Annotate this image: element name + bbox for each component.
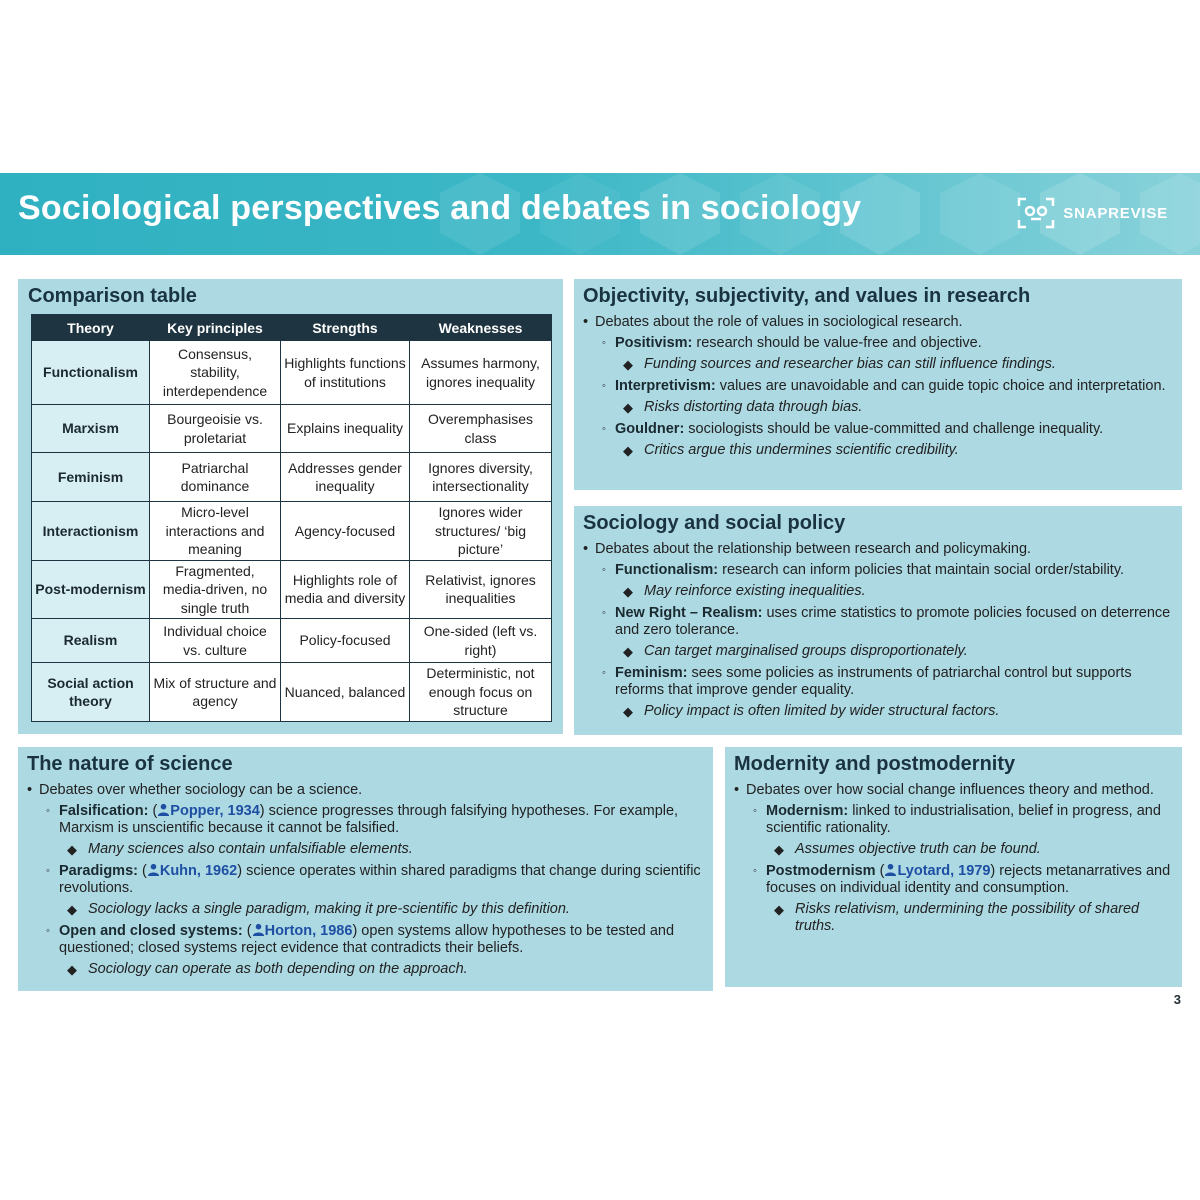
person-icon bbox=[147, 863, 160, 876]
strengths-cell: Policy-focused bbox=[281, 619, 410, 663]
page-number: 3 bbox=[1173, 992, 1181, 1007]
column-header: Theory bbox=[32, 315, 150, 341]
note-item bbox=[583, 399, 1173, 416]
item-note: Many sciences also contain unfalsifiable elements. bbox=[88, 841, 413, 857]
sub-bullet: ◦ bbox=[46, 865, 50, 877]
list-item: • Debates about the role of values in sociological research. bbox=[583, 314, 1173, 331]
brand bbox=[1017, 197, 1168, 229]
science-panel bbox=[18, 747, 713, 991]
note-item bbox=[27, 901, 704, 918]
theory-cell: Functionalism bbox=[32, 341, 150, 405]
strengths-cell: Nuanced, balanced bbox=[281, 663, 410, 722]
theory-cell: Interactionism bbox=[32, 502, 150, 561]
note-item bbox=[734, 901, 1173, 935]
sub-bullet: ◦ bbox=[602, 337, 606, 349]
item-term: Feminism: bbox=[615, 665, 688, 681]
item-text: linked to industrialisation, belief in progress, and scientific rationality. bbox=[766, 803, 1161, 836]
item-text: sees some policies as instruments of patriarchal control but supports reforms that improve gender equality. bbox=[615, 665, 1132, 698]
note-item bbox=[583, 643, 1173, 660]
snaprevise-logo-icon bbox=[1017, 197, 1055, 229]
diamond-bullet-icon: ◆ bbox=[774, 902, 784, 917]
diamond-bullet-icon: ◆ bbox=[623, 400, 633, 415]
citation: Lyotard, 1979 bbox=[897, 863, 991, 879]
cite-close: ) bbox=[259, 803, 265, 819]
objectivity-heading: Objectivity, subjectivity, and values in research bbox=[583, 285, 1031, 307]
item-term: Interpretivism: bbox=[615, 378, 716, 394]
theory-cell: Marxism bbox=[32, 405, 150, 453]
sub-bullet: ◦ bbox=[602, 667, 606, 679]
diamond-bullet-icon: ◆ bbox=[623, 357, 633, 372]
column-header: Strengths bbox=[281, 315, 410, 341]
cite-open: ( bbox=[137, 863, 147, 879]
sub-bullet: ◦ bbox=[753, 865, 757, 877]
objectivity-panel bbox=[574, 279, 1182, 490]
comparison-heading: Comparison table bbox=[28, 285, 197, 307]
theory-cell: Realism bbox=[32, 619, 150, 663]
comparison-panel bbox=[18, 279, 563, 734]
modernity-list bbox=[734, 782, 1173, 935]
principles-cell: Mix of structure and agency bbox=[150, 663, 281, 722]
comparison-table bbox=[31, 314, 552, 722]
item-note: Sociology can operate as both depending on the approach. bbox=[88, 961, 468, 977]
theory-cell: Feminism bbox=[32, 453, 150, 502]
item-term: Paradigms: bbox=[59, 863, 138, 879]
citation: Horton, 1986 bbox=[264, 923, 353, 939]
diamond-bullet-icon: ◆ bbox=[623, 443, 633, 458]
item-text: research can inform policies that maintain social order/stability. bbox=[718, 562, 1125, 578]
item-term: Functionalism: bbox=[615, 562, 719, 578]
list-item bbox=[27, 863, 704, 897]
theory-cell: Post-modernism bbox=[32, 560, 150, 619]
item-term: New Right – Realism: bbox=[615, 605, 763, 621]
weaknesses-cell: Ignores diversity, intersectionality bbox=[410, 453, 552, 502]
citation: Popper, 1934 bbox=[170, 803, 260, 819]
principles-cell: Bourgeoisie vs. proletariat bbox=[150, 405, 281, 453]
note-item bbox=[583, 356, 1173, 373]
item-term: Modernism: bbox=[766, 803, 849, 819]
strengths-cell: Explains inequality bbox=[281, 405, 410, 453]
item-note: Funding sources and researcher bias can still influence findings. bbox=[644, 356, 1056, 372]
item-note: Assumes objective truth can be found. bbox=[795, 841, 1041, 857]
list-item bbox=[583, 665, 1173, 699]
table-row bbox=[32, 405, 552, 453]
weaknesses-cell: One-sided (left vs. right) bbox=[410, 619, 552, 663]
diamond-bullet-icon: ◆ bbox=[774, 842, 784, 857]
theory-cell: Social action theory bbox=[32, 663, 150, 722]
sub-bullet: ◦ bbox=[602, 423, 606, 435]
list-item bbox=[583, 562, 1173, 579]
sub-bullet: ◦ bbox=[602, 564, 606, 576]
item-note: Can target marginalised groups disproportionately. bbox=[644, 643, 968, 659]
list-item bbox=[583, 421, 1173, 438]
table-row bbox=[32, 453, 552, 502]
cite-close: ) bbox=[237, 863, 243, 879]
person-icon bbox=[252, 923, 265, 936]
cite-open: ( bbox=[148, 803, 158, 819]
social-policy-list bbox=[583, 541, 1173, 720]
note-item bbox=[27, 841, 704, 858]
principles-cell: Fragmented, media-driven, no single truth bbox=[150, 560, 281, 619]
principles-cell: Patriarchal dominance bbox=[150, 453, 281, 502]
item-text: research should be value-free and objective. bbox=[692, 335, 982, 351]
item-text: rejects metanarratives and focuses on individual identity and consumption. bbox=[766, 863, 1171, 896]
list-item: • Debates over how social change influences theory and method. bbox=[734, 782, 1173, 799]
weaknesses-cell: Relativist, ignores inequalities bbox=[410, 560, 552, 619]
sub-bullet: ◦ bbox=[602, 607, 606, 619]
item-text: uses crime statistics to promote policies focused on deterrence and zero tolerance. bbox=[615, 605, 1171, 638]
principles-cell: Consensus, stability, interdependence bbox=[150, 341, 281, 405]
weaknesses-cell: Deterministic, not enough focus on structure bbox=[410, 663, 552, 722]
science-heading: The nature of science bbox=[27, 753, 233, 775]
strengths-cell: Agency-focused bbox=[281, 502, 410, 561]
science-list bbox=[27, 782, 704, 978]
principles-cell: Individual choice vs. culture bbox=[150, 619, 281, 663]
item-note: Sociology lacks a single paradigm, making it pre-scientific by this definition. bbox=[88, 901, 570, 917]
citation: Kuhn, 1962 bbox=[159, 863, 238, 879]
item-term: Open and closed systems: bbox=[59, 923, 243, 939]
principles-cell: Micro-level interactions and meaning bbox=[150, 502, 281, 561]
table-row bbox=[32, 619, 552, 663]
objectivity-list bbox=[583, 314, 1173, 459]
strengths-cell: Highlights functions of institutions bbox=[281, 341, 410, 405]
item-text: open systems allow hypotheses to be tested and questioned; closed systems reject evidence that contradicts their beliefs. bbox=[59, 923, 675, 956]
modernity-heading: Modernity and postmodernity bbox=[734, 753, 1016, 775]
strengths-cell: Addresses gender inequality bbox=[281, 453, 410, 502]
weaknesses-cell: Overemphasises class bbox=[410, 405, 552, 453]
table-row bbox=[32, 502, 552, 561]
diamond-bullet-icon: ◆ bbox=[623, 704, 633, 719]
table-row bbox=[32, 663, 552, 722]
note-item bbox=[27, 961, 704, 978]
item-note: Risks distorting data through bias. bbox=[644, 399, 863, 415]
item-text: sociologists should be value-committed and challenge inequality. bbox=[684, 421, 1104, 437]
table-header-row bbox=[32, 315, 552, 341]
column-header: Weaknesses bbox=[410, 315, 552, 341]
diamond-bullet-icon: ◆ bbox=[67, 842, 77, 857]
column-header: Key principles bbox=[150, 315, 281, 341]
diamond-bullet-icon: ◆ bbox=[67, 902, 77, 917]
note-item bbox=[583, 583, 1173, 600]
brand-name: SNAPREVISE bbox=[1063, 204, 1168, 222]
social-policy-heading: Sociology and social policy bbox=[583, 512, 846, 534]
sub-bullet: ◦ bbox=[46, 925, 50, 937]
modernity-panel bbox=[725, 747, 1182, 987]
note-item bbox=[734, 841, 1173, 858]
sub-bullet: ◦ bbox=[46, 805, 50, 817]
list-item: • Debates about the relationship between research and policymaking. bbox=[583, 541, 1173, 558]
list-item bbox=[734, 863, 1173, 897]
item-note: Critics argue this undermines scientific credibility. bbox=[644, 442, 959, 458]
sub-bullet: ◦ bbox=[602, 380, 606, 392]
item-term: Falsification: bbox=[59, 803, 149, 819]
item-note: Policy impact is often limited by wider structural factors. bbox=[644, 703, 1000, 719]
note-item bbox=[583, 442, 1173, 459]
list-item bbox=[583, 605, 1173, 639]
item-note: May reinforce existing inequalities. bbox=[644, 583, 866, 599]
note-item bbox=[583, 703, 1173, 720]
item-term: Gouldner: bbox=[615, 421, 685, 437]
person-icon bbox=[884, 863, 897, 876]
diamond-bullet-icon: ◆ bbox=[67, 962, 77, 977]
weaknesses-cell: Assumes harmony, ignores inequality bbox=[410, 341, 552, 405]
item-text: science progresses through falsifying hypotheses. For example, Marxism is unscientific because it cannot be falsified. bbox=[59, 803, 679, 836]
strengths-cell: Highlights role of media and diversity bbox=[281, 560, 410, 619]
item-text: values are unavoidable and can guide topic choice and interpretation. bbox=[715, 378, 1166, 394]
cite-open: ( bbox=[875, 863, 885, 879]
cite-close: ) bbox=[990, 863, 996, 879]
weaknesses-cell: Ignores wider structures/ ‘big picture’ bbox=[410, 502, 552, 561]
cite-open: ( bbox=[242, 923, 252, 939]
list-item bbox=[583, 335, 1173, 352]
item-term: Postmodernism bbox=[766, 863, 876, 879]
cite-close: ) bbox=[352, 923, 358, 939]
table-row bbox=[32, 560, 552, 619]
list-item: • Debates over whether sociology can be a science. bbox=[27, 782, 704, 799]
list-item bbox=[27, 923, 704, 957]
diamond-bullet-icon: ◆ bbox=[623, 644, 633, 659]
list-item bbox=[27, 803, 704, 837]
social-policy-panel bbox=[574, 506, 1182, 735]
table-row bbox=[32, 341, 552, 405]
item-text: science operates within shared paradigms that change during scientific revolutions. bbox=[59, 863, 701, 896]
person-icon bbox=[157, 803, 170, 816]
page-title: Sociological perspectives and debates in sociology bbox=[18, 189, 862, 227]
list-item bbox=[734, 803, 1173, 837]
sub-bullet: ◦ bbox=[753, 805, 757, 817]
header-banner bbox=[0, 173, 1200, 255]
item-note: Risks relativism, undermining the possibility of shared truths. bbox=[795, 901, 1140, 934]
diamond-bullet-icon: ◆ bbox=[623, 584, 633, 599]
item-term: Positivism: bbox=[615, 335, 693, 351]
list-item bbox=[583, 378, 1173, 395]
